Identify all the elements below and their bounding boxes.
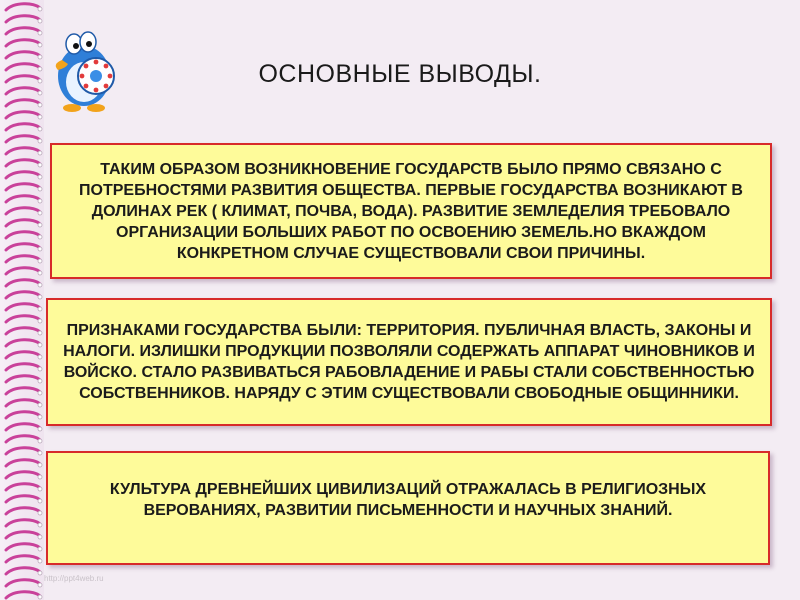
spiral-coil: [6, 4, 40, 10]
spiral-coil: [6, 28, 40, 34]
binding-hole: [38, 391, 42, 395]
spiral-coil: [6, 544, 40, 550]
conclusion-text-1: ТАКИМ ОБРАЗОМ ВОЗНИКНОВЕНИЕ ГОСУДАРСТВ БЫЛО ПРЯМО СВЯЗАНО С ПОТРЕБНОСТЯМИ РАЗВИТИЯ ОБЩЕСТВА. ПЕРВЫЕ ГОСУДАРСТВА ВОЗНИКАЮТ В ДОЛИНАХ РЕК ( КЛИМАТ, ПОЧВА, ВОДА). РАЗВИТИЕ ЗЕМЛЕДЕЛИЯ ТРЕБОВАЛО ОРГАНИЗАЦИИ БОЛЬШИХ РАБОТ ПО ОСВОЕНИЮ ЗЕМЕЛЬ.НО ВКАЖДОМ КОНКРЕТНОМ СЛУЧАЕ СУЩЕСТВОВАЛИ СВОИ ПРИЧИНЫ.: [79, 160, 743, 262]
spiral-coil: [6, 496, 40, 502]
binding-hole: [38, 463, 42, 467]
binding-hole: [38, 91, 42, 95]
conclusion-box-1: [50, 143, 772, 279]
spiral-coil: [6, 160, 40, 166]
binding-hole: [38, 571, 42, 575]
spiral-coil: [6, 412, 40, 418]
binding-hole: [38, 175, 42, 179]
binding-hole: [38, 19, 42, 23]
spiral-coil: [6, 340, 40, 346]
conclusion-text-2: ПРИЗНАКАМИ ГОСУДАРСТВА БЫЛИ: ТЕРРИТОРИЯ. ПУБЛИЧНАЯ ВЛАСТЬ, ЗАКОНЫ И НАЛОГИ. ИЗЛИШКИ ПРОДУКЦИИ ПОЗВОЛЯЛИ СОДЕРЖАТЬ АППАРАТ ЧИНОВНИКОВ И ВОЙСКО. СТАЛО РАЗВИВАТЬСЯ РАБОВЛАДЕНИЕ И РАБЫ СТАЛИ СОБСТВЕННОСТЬЮ СОБСТВЕННИКОВ. НАРЯДУ С ЭТИМ СУЩЕСТВОВАЛИ СВОБОДНЫЕ ОБЩИННИКИ.: [63, 322, 755, 402]
spiral-coil: [6, 112, 40, 118]
spiral-coil: [6, 448, 40, 454]
binding-hole: [38, 67, 42, 71]
binding-hole: [38, 499, 42, 503]
spiral-coil: [6, 532, 40, 538]
binding-hole: [38, 307, 42, 311]
spiral-coil: [6, 508, 40, 514]
binding-hole: [38, 331, 42, 335]
spiral-coil: [6, 316, 40, 322]
binding-hole: [38, 403, 42, 407]
spiral-coil: [6, 484, 40, 490]
spiral-coil: [6, 100, 40, 106]
binding-hole: [38, 511, 42, 515]
binding-hole: [38, 271, 42, 275]
binding-hole: [38, 127, 42, 131]
spiral-coil: [6, 208, 40, 214]
binding-hole: [38, 235, 42, 239]
spiral-coil: [6, 400, 40, 406]
notebook-binding: [0, 0, 44, 600]
binding-hole: [38, 79, 42, 83]
binding-hole: [38, 163, 42, 167]
binding-hole: [38, 55, 42, 59]
spiral-coil: [6, 52, 40, 58]
spiral-coil: [6, 268, 40, 274]
spiral-coil: [6, 148, 40, 154]
binding-hole: [38, 199, 42, 203]
binding-hole: [38, 151, 42, 155]
binding-hole: [38, 7, 42, 11]
binding-hole: [38, 355, 42, 359]
binding-hole: [38, 451, 42, 455]
binding-hole: [38, 295, 42, 299]
spiral-coil: [6, 364, 40, 370]
binding-hole: [38, 367, 42, 371]
binding-hole: [38, 559, 42, 563]
spiral-coil: [6, 388, 40, 394]
binding-hole: [38, 583, 42, 587]
binding-hole: [38, 247, 42, 251]
binding-hole: [38, 379, 42, 383]
spiral-coil: [6, 592, 40, 598]
spiral-coil: [6, 136, 40, 142]
binding-hole: [38, 139, 42, 143]
spiral-coil: [6, 256, 40, 262]
spiral-coil: [6, 196, 40, 202]
spiral-coil: [6, 244, 40, 250]
spiral-coil: [6, 460, 40, 466]
spiral-coil: [6, 304, 40, 310]
conclusion-box-3: [46, 451, 770, 565]
spiral-coil: [6, 328, 40, 334]
spiral-coil: [6, 184, 40, 190]
spiral-coil: [6, 172, 40, 178]
slide-title: ОСНОВНЫЕ ВЫВОДЫ.: [258, 60, 542, 88]
conclusion-box-2: [46, 298, 772, 426]
binding-hole: [38, 211, 42, 215]
binding-hole: [38, 439, 42, 443]
spiral-coil: [6, 64, 40, 70]
phone-dial-mascot-icon: [48, 24, 126, 114]
spiral-coil: [6, 436, 40, 442]
spiral-coil: [6, 40, 40, 46]
spiral-coil: [6, 220, 40, 226]
spiral-binding-icon: [4, 0, 44, 600]
spiral-coil: [6, 568, 40, 574]
spiral-coil: [6, 424, 40, 430]
spiral-coil: [6, 232, 40, 238]
binding-hole: [38, 535, 42, 539]
spiral-coil: [6, 88, 40, 94]
spiral-coil: [6, 16, 40, 22]
binding-hole: [38, 103, 42, 107]
spiral-coil: [6, 472, 40, 478]
spiral-coil: [6, 280, 40, 286]
binding-hole: [38, 523, 42, 527]
spiral-coil: [6, 292, 40, 298]
spiral-coil: [6, 124, 40, 130]
spiral-coil: [6, 76, 40, 82]
binding-hole: [38, 283, 42, 287]
binding-hole: [38, 595, 42, 599]
spiral-coil: [6, 520, 40, 526]
binding-hole: [38, 487, 42, 491]
binding-hole: [38, 547, 42, 551]
binding-hole: [38, 31, 42, 35]
binding-hole: [38, 115, 42, 119]
binding-hole: [38, 343, 42, 347]
binding-hole: [38, 223, 42, 227]
spiral-coil: [6, 556, 40, 562]
binding-hole: [38, 475, 42, 479]
spiral-coil: [6, 352, 40, 358]
conclusion-text-3: КУЛЬТУРА ДРЕВНЕЙШИХ ЦИВИЛИЗАЦИЙ ОТРАЖАЛАСЬ В РЕЛИГИОЗНЫХ ВЕРОВАНИЯХ, РАЗВИТИИ ПИСЬМЕННОСТИ И НАУЧНЫХ ЗНАНИЙ.: [109, 481, 707, 519]
binding-hole: [38, 427, 42, 431]
binding-hole: [38, 187, 42, 191]
watermark: http://ppt4web.ru: [44, 574, 104, 583]
spiral-coil: [6, 376, 40, 382]
binding-hole: [38, 415, 42, 419]
binding-hole: [38, 259, 42, 263]
binding-hole: [38, 319, 42, 323]
binding-hole: [38, 43, 42, 47]
spiral-coil: [6, 580, 40, 586]
